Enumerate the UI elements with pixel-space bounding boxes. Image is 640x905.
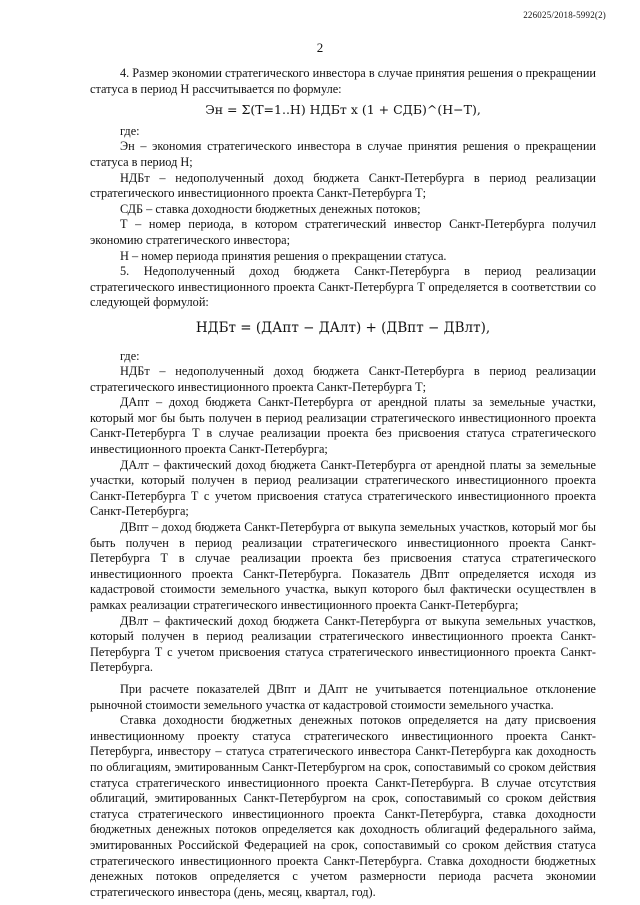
formula-savings: Эн = Σ(T=1..Н) НДБт х (1 + СДБ)^(Н−Т), (205, 102, 481, 118)
document-number: 226025/2018-5992(2) (523, 10, 606, 20)
note-paragraph: При расчете показателей ДВпт и ДАпт не учитывается потенциальное отклонение рыночной стоимости земельного участка от кадастровой стоимости земельного участка. (90, 681, 596, 712)
definition-item: НДБт – недополученный доход бюджета Санкт-Петербурга в период реализации стратегического инвестиционного проекта Санкт-Петербурга Т; (90, 364, 596, 394)
definition-item: ДВлт – фактический доход бюджета Санкт-Петербурга от выкупа земельных участков, который получен в период реализации стратегического инвестиционного проекта Санкт-Петербурга Т с учетом присвоения статуса стратегического инвестиционного проекта Санкт-Петербурга. (90, 613, 596, 675)
where-label-2: где: (120, 348, 140, 363)
section-5-intro: 5. Недополученный доход бюджета Санкт-Петербурга в период реализации стратегического инвестиционного проекта Санкт-Петербурга Т определяется в соответствии со следующей формулой: (90, 264, 596, 310)
definition-item: ДАпт – доход бюджета Санкт-Петербурга от арендной платы за земельные участки, который мог бы быть получен в период реализации стратегического инвестиционного проекта Санкт-Петербурга Т в случае реализации проекта без присвоения статуса стратегического инвестиционного проекта Санкт-Петербурга; (90, 395, 596, 457)
definition-item: ДАлт – фактический доход бюджета Санкт-Петербурга от арендной платы за земельные участки, который получен в период реализации стратегического инвестиционного проекта Санкт-Петербурга Т с учетом присвоения статуса стратегического инвестиционного проекта Санкт-Петербурга; (90, 457, 596, 519)
definition-item: СДБ – ставка доходности бюджетных денежных потоков; (120, 201, 421, 216)
section-4-intro: 4. Размер экономии стратегического инвестора в случае принятия решения о прекращении статуса в период Н рассчитывается по формуле: (90, 66, 596, 96)
definition-item: Эн – экономия стратегического инвестора в случае принятия решения о прекращении статуса в период Н; (90, 139, 596, 169)
definition-item: Н – номер периода принятия решения о прекращении статуса. (120, 248, 447, 263)
formula-lost-income: НДБт = (ДАпт − ДАлт) + (ДВпт − ДВлт), (195, 319, 491, 336)
definition-item: НДБт – недополученный доход бюджета Санкт-Петербурга в период реализации стратегического инвестиционного проекта Санкт-Петербурга Т; (90, 170, 596, 201)
definition-item: Т – номер периода, в котором стратегический инвестор Санкт-Петербурга получил экономию стратегического инвестора; (90, 217, 596, 247)
document-body (90, 66, 596, 900)
page-number: 2 (316, 40, 324, 55)
definition-item: ДВпт – доход бюджета Санкт-Петербурга от выкупа земельных участков, который мог бы быть получен в период реализации стратегического инвестиционного проекта Санкт-Петербурга Т в случае реализации проекта без присвоения статуса стратегического инвестиционного проекта Санкт-Петербурга. Показатель ДВпт определяется исходя из кадастровой стоимости земельного участка, выкуп которого был фактически осуществлен в рамках реализации стратегического инвестиционного проекта Санкт-Петербурга; (90, 520, 596, 612)
rate-paragraph: Ставка доходности бюджетных денежных потоков определяется на дату присвоения инвестиционному проекту статуса стратегического инвестиционного проекта Санкт-Петербурга, инвестору – статуса стратегического инвестора Санкт-Петербурга как доходность по облигациям, эмитированным Санкт-Петербургом на срок, сопоставимый со сроком действия статуса стратегического инвестиционного проекта Санкт-Петербурга. В случае отсутствия облигаций, эмитированных Санкт-Петербургом на срок, сопоставимый со сроком действия статуса стратегического инвестиционного проекта Санкт-Петербурга, ставка доходности бюджетных денежных потоков определяется как доходность облигаций федерального займа, эмитированных Российской Федерацией на срок, сопоставимый со сроком действия статуса стратегического инвестиционного проекта Санкт-Петербурга. Ставка доходности бюджетных денежных потоков определяется с учетом размерности периода расчета экономии стратегического инвестора (день, месяц, квартал, год). (90, 713, 596, 899)
where-label-1: где: (120, 123, 140, 138)
